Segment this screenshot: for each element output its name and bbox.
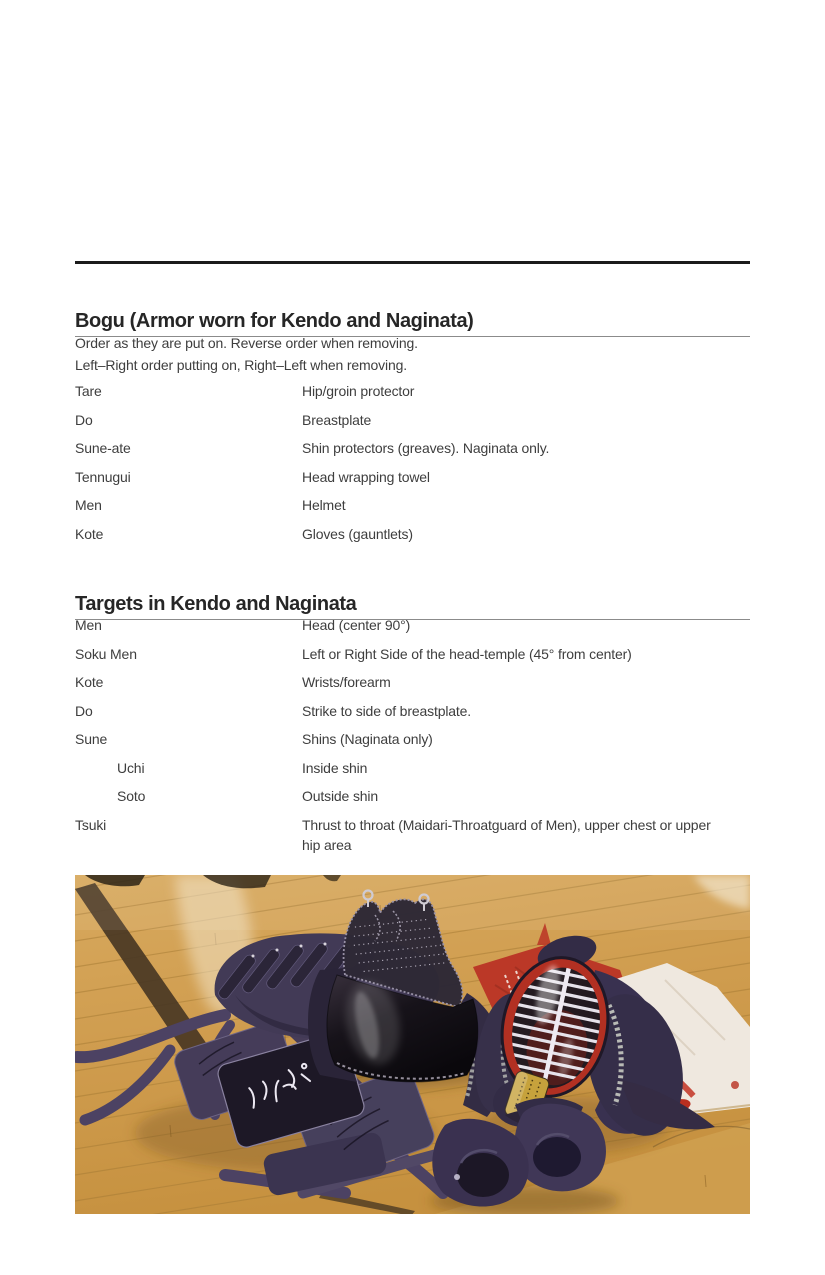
definition-row-indented bbox=[75, 758, 750, 778]
definition: Gloves (gauntlets) bbox=[302, 525, 413, 542]
term: Sune-ate bbox=[75, 440, 131, 456]
definition-row bbox=[75, 815, 750, 855]
definition-row bbox=[75, 729, 750, 749]
definition-row bbox=[75, 381, 750, 401]
definition: Hip/groin protector bbox=[302, 383, 415, 399]
term: Tennugui bbox=[75, 468, 131, 485]
term: Men bbox=[75, 617, 102, 633]
definition: Outside shin bbox=[302, 788, 379, 804]
definition-row bbox=[75, 467, 750, 487]
definition: Shin protectors (greaves). Naginata only. bbox=[302, 440, 550, 456]
bogu-definition-list bbox=[75, 381, 750, 552]
term: Kote bbox=[75, 525, 104, 542]
definition: Wrists/forearm bbox=[302, 674, 391, 690]
section-title-targets: Targets in Kendo and Naginata bbox=[75, 592, 750, 620]
bogu-intro-line2: Left–Right order putting on, Right–Left when removing. bbox=[75, 356, 407, 373]
definition: Shins (Naginata only) bbox=[302, 731, 433, 747]
definition-row bbox=[75, 672, 750, 692]
term: Tare bbox=[75, 383, 102, 399]
definition-row bbox=[75, 495, 750, 515]
definition-row bbox=[75, 438, 750, 458]
bogu-intro bbox=[75, 333, 750, 376]
top-rule bbox=[75, 261, 750, 264]
definition: Strike to side of breastplate. bbox=[302, 702, 472, 719]
definition-row bbox=[75, 644, 750, 664]
definition: Head wrapping towel bbox=[302, 468, 430, 485]
term: Soku Men bbox=[75, 645, 137, 662]
term: Do bbox=[75, 702, 93, 719]
term: Kote bbox=[75, 674, 104, 690]
term: Soto bbox=[117, 788, 146, 804]
term: Uchi bbox=[117, 759, 145, 776]
definition-row-indented bbox=[75, 786, 750, 806]
section-title-bogu: Bogu (Armor worn for Kendo and Naginata) bbox=[75, 309, 750, 337]
definition-row bbox=[75, 615, 750, 635]
definition-row bbox=[75, 524, 750, 544]
definition: Left or Right Side of the head-temple (45° from center) bbox=[302, 645, 632, 662]
bogu-intro-line1: Order as they are put on. Reverse order when removing. bbox=[75, 335, 418, 351]
definition: Head (center 90°) bbox=[302, 617, 411, 633]
definition: Thrust to throat (Maidari-Throatguard of Men), upper chest or upper hip area bbox=[302, 816, 711, 853]
definition: Inside shin bbox=[302, 759, 368, 776]
definition-row bbox=[75, 410, 750, 430]
definition-row bbox=[75, 701, 750, 721]
definition: Breastplate bbox=[302, 411, 372, 428]
term: Sune bbox=[75, 731, 108, 747]
term: Tsuki bbox=[75, 816, 107, 833]
bogu-photo bbox=[75, 875, 750, 1214]
term: Do bbox=[75, 411, 93, 428]
targets-definition-list bbox=[75, 615, 750, 863]
term: Men bbox=[75, 497, 102, 513]
definition: Helmet bbox=[302, 497, 346, 513]
